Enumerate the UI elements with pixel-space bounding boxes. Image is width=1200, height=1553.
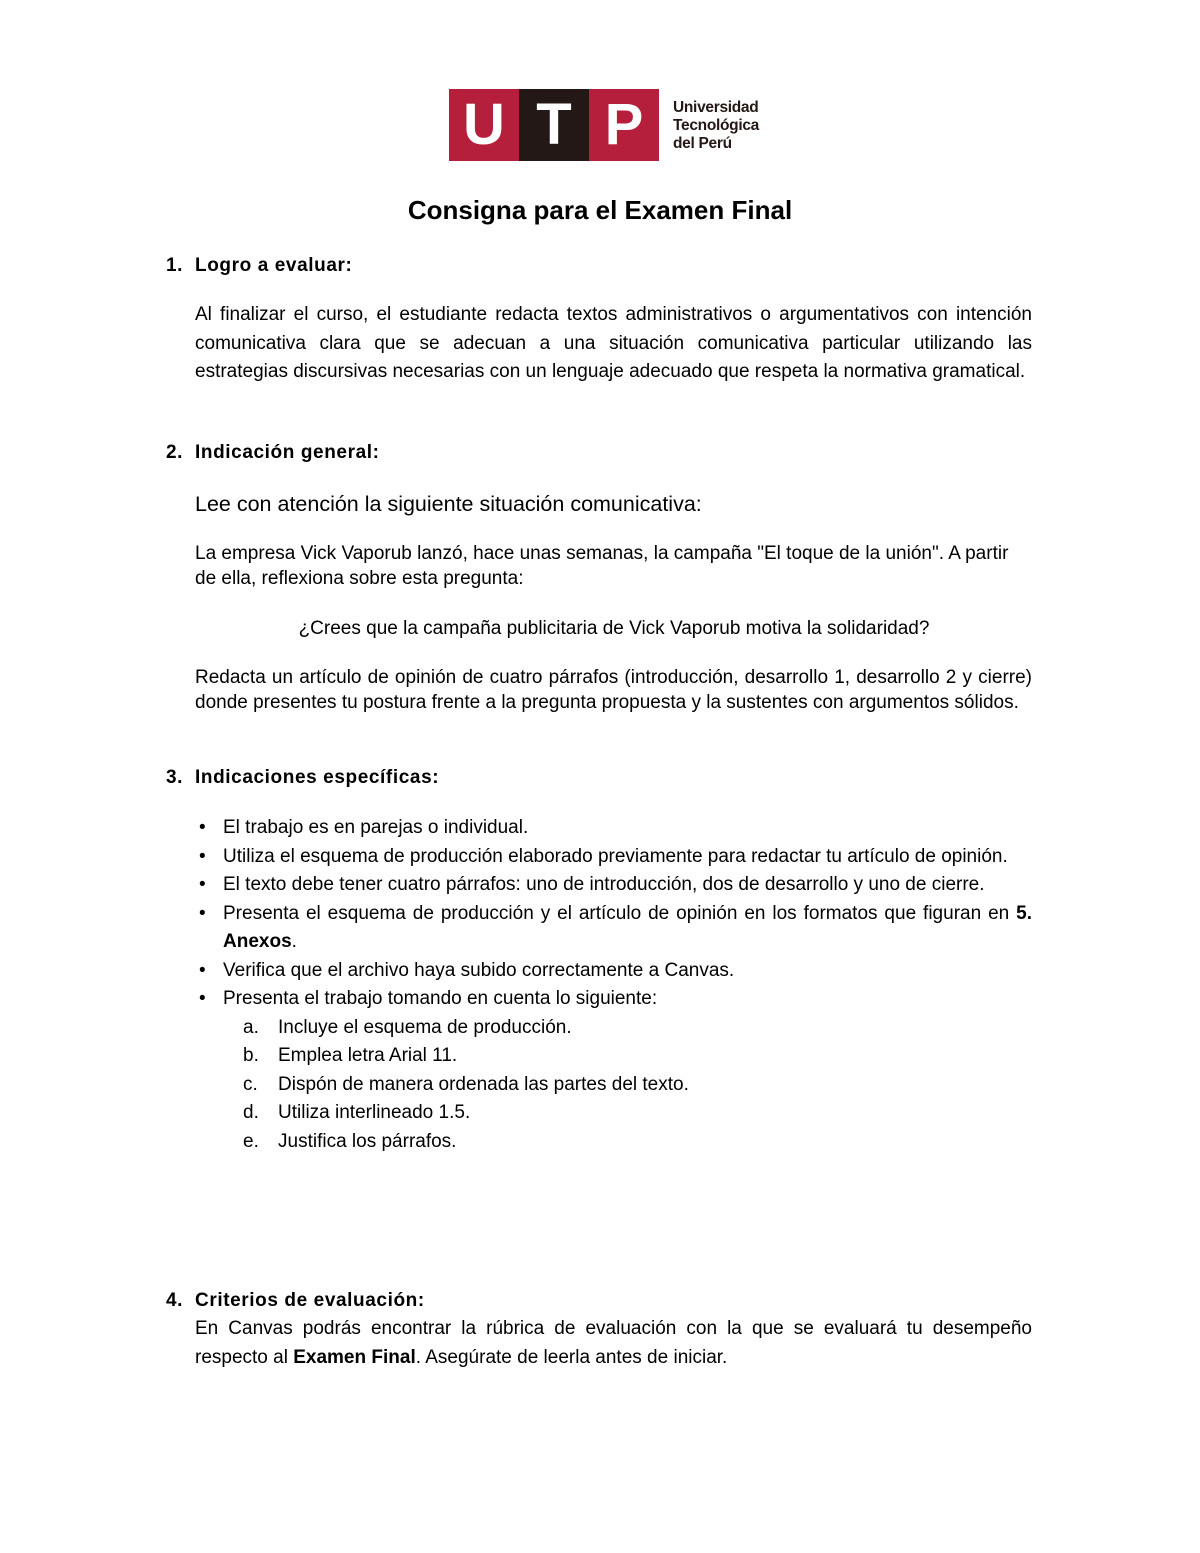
list-item-text: Verifica que el archivo haya subido correctamente a Canvas. [223,959,735,981]
sublist-item [223,1014,1032,1043]
section-1-text: Al finalizar el curso, el estudiante redacta textos administrativos o argumentativos con intención comunicativa clara que se adecuan a una situación comunicativa particular utilizando las estrategias discursivas necesarias con un lenguaje adecuado que respeta la normativa gramatical. [195,304,1032,382]
section-1-heading [166,254,352,278]
bullet-icon: • [199,874,206,895]
section-2-question: ¿Crees que la campaña publicitaria de Vick Vaporub motiva la solidaridad? [298,618,930,639]
sublist-item-text: Justifica los párrafos. [278,1130,457,1152]
bullet-icon: • [199,902,206,924]
presentation-requirements-list [223,1014,1032,1157]
bullet-icon: • [199,988,206,1009]
exam-name-emphasis: Examen Final [293,1346,416,1368]
section-2-lead: Lee con atención la siguiente situación comunicativa: [195,492,702,516]
utp-logo [449,89,779,161]
section-4-text [195,1315,1032,1372]
section-title: Indicaciones específicas: [195,767,440,788]
logo-university-name [673,89,759,161]
sublist-item-text: Emplea letra Arial 11. [278,1045,458,1066]
list-item-text: . [291,931,297,952]
section-2-context: La empresa Vick Vaporub lanzó, hace unas semanas, la campaña "El toque de la unión". A partir de ella, reflexiona sobre esta pregunta: [195,543,1009,589]
sublist-letter: a. [243,1016,259,1038]
list-item-text: Utiliza el esquema de producción elaborado previamente para redactar tu artículo de opinión. [223,845,1008,867]
list-item [195,957,1032,986]
list-item-text: El trabajo es en parejas o individual. [223,817,529,838]
logo-name-line: Tecnológica [673,117,759,134]
logo-letter-t: T [519,89,589,161]
bullet-icon: • [199,959,206,981]
section-2-task: Redacta un artículo de opinión de cuatro párrafos (introducción, desarrollo 1, desarrollo 2 y cierre) donde presentes tu postura frente a la pregunta propuesta y la sustentes con argumentos sólidos. [195,667,1032,713]
sublist-letter: d. [243,1102,259,1123]
list-item [195,843,1032,872]
sublist-item [223,1128,1032,1157]
section-3-heading [166,766,439,790]
list-item-text: Presenta el esquema de producción y el artículo de opinión en los formatos que figuran en [223,902,1017,924]
section-number: 2. [166,442,184,463]
logo-letter-p: P [589,89,659,161]
sublist-item [223,1071,1032,1100]
sublist-item-text: Dispón de manera ordenada las partes del texto. [278,1073,689,1095]
section-4-heading [166,1289,425,1313]
section-4-text-part: En Canvas podrás encontrar la rúbrica de evaluación con la que se evaluará tu desempeño respecto al [195,1318,1032,1368]
sublist-item-text: Incluye el esquema de producción. [278,1016,572,1038]
list-item [195,985,1032,1156]
section-4-text-part: . Asegúrate de leerla antes de iniciar. [415,1346,728,1368]
list-item-text: El texto debe tener cuatro párrafos: uno de introducción, dos de desarrollo y uno de cierre. [223,874,985,895]
bullet-icon: • [199,845,206,867]
list-item [195,900,1032,957]
list-item [195,814,1032,843]
sublist-item [223,1099,1032,1128]
logo-name-line: del Perú [673,135,732,152]
section-title: Indicación general: [195,442,380,463]
section-number: 4. [166,1290,184,1311]
section-title: Criterios de evaluación: [195,1290,425,1311]
annex-reference: 5. Anexos [223,902,1032,952]
specific-instructions-list [195,814,1032,1156]
list-item [195,871,1032,900]
sublist-item-text: Utiliza interlineado 1.5. [278,1102,471,1123]
sublist-letter: e. [243,1130,259,1152]
logo-name-line: Universidad [673,99,759,116]
sublist-letter: b. [243,1045,259,1066]
section-number: 1. [166,255,184,276]
page-title: Consigna para el Examen Final [407,195,793,225]
sublist-item [223,1042,1032,1071]
logo-letter-u: U [449,89,519,161]
list-item-text: Presenta el trabajo tomando en cuenta lo siguiente: [223,988,658,1009]
sublist-letter: c. [243,1073,258,1095]
section-title: Logro a evaluar: [195,255,353,276]
bullet-icon: • [199,817,206,838]
section-number: 3. [166,767,184,788]
section-2-heading [166,441,380,465]
